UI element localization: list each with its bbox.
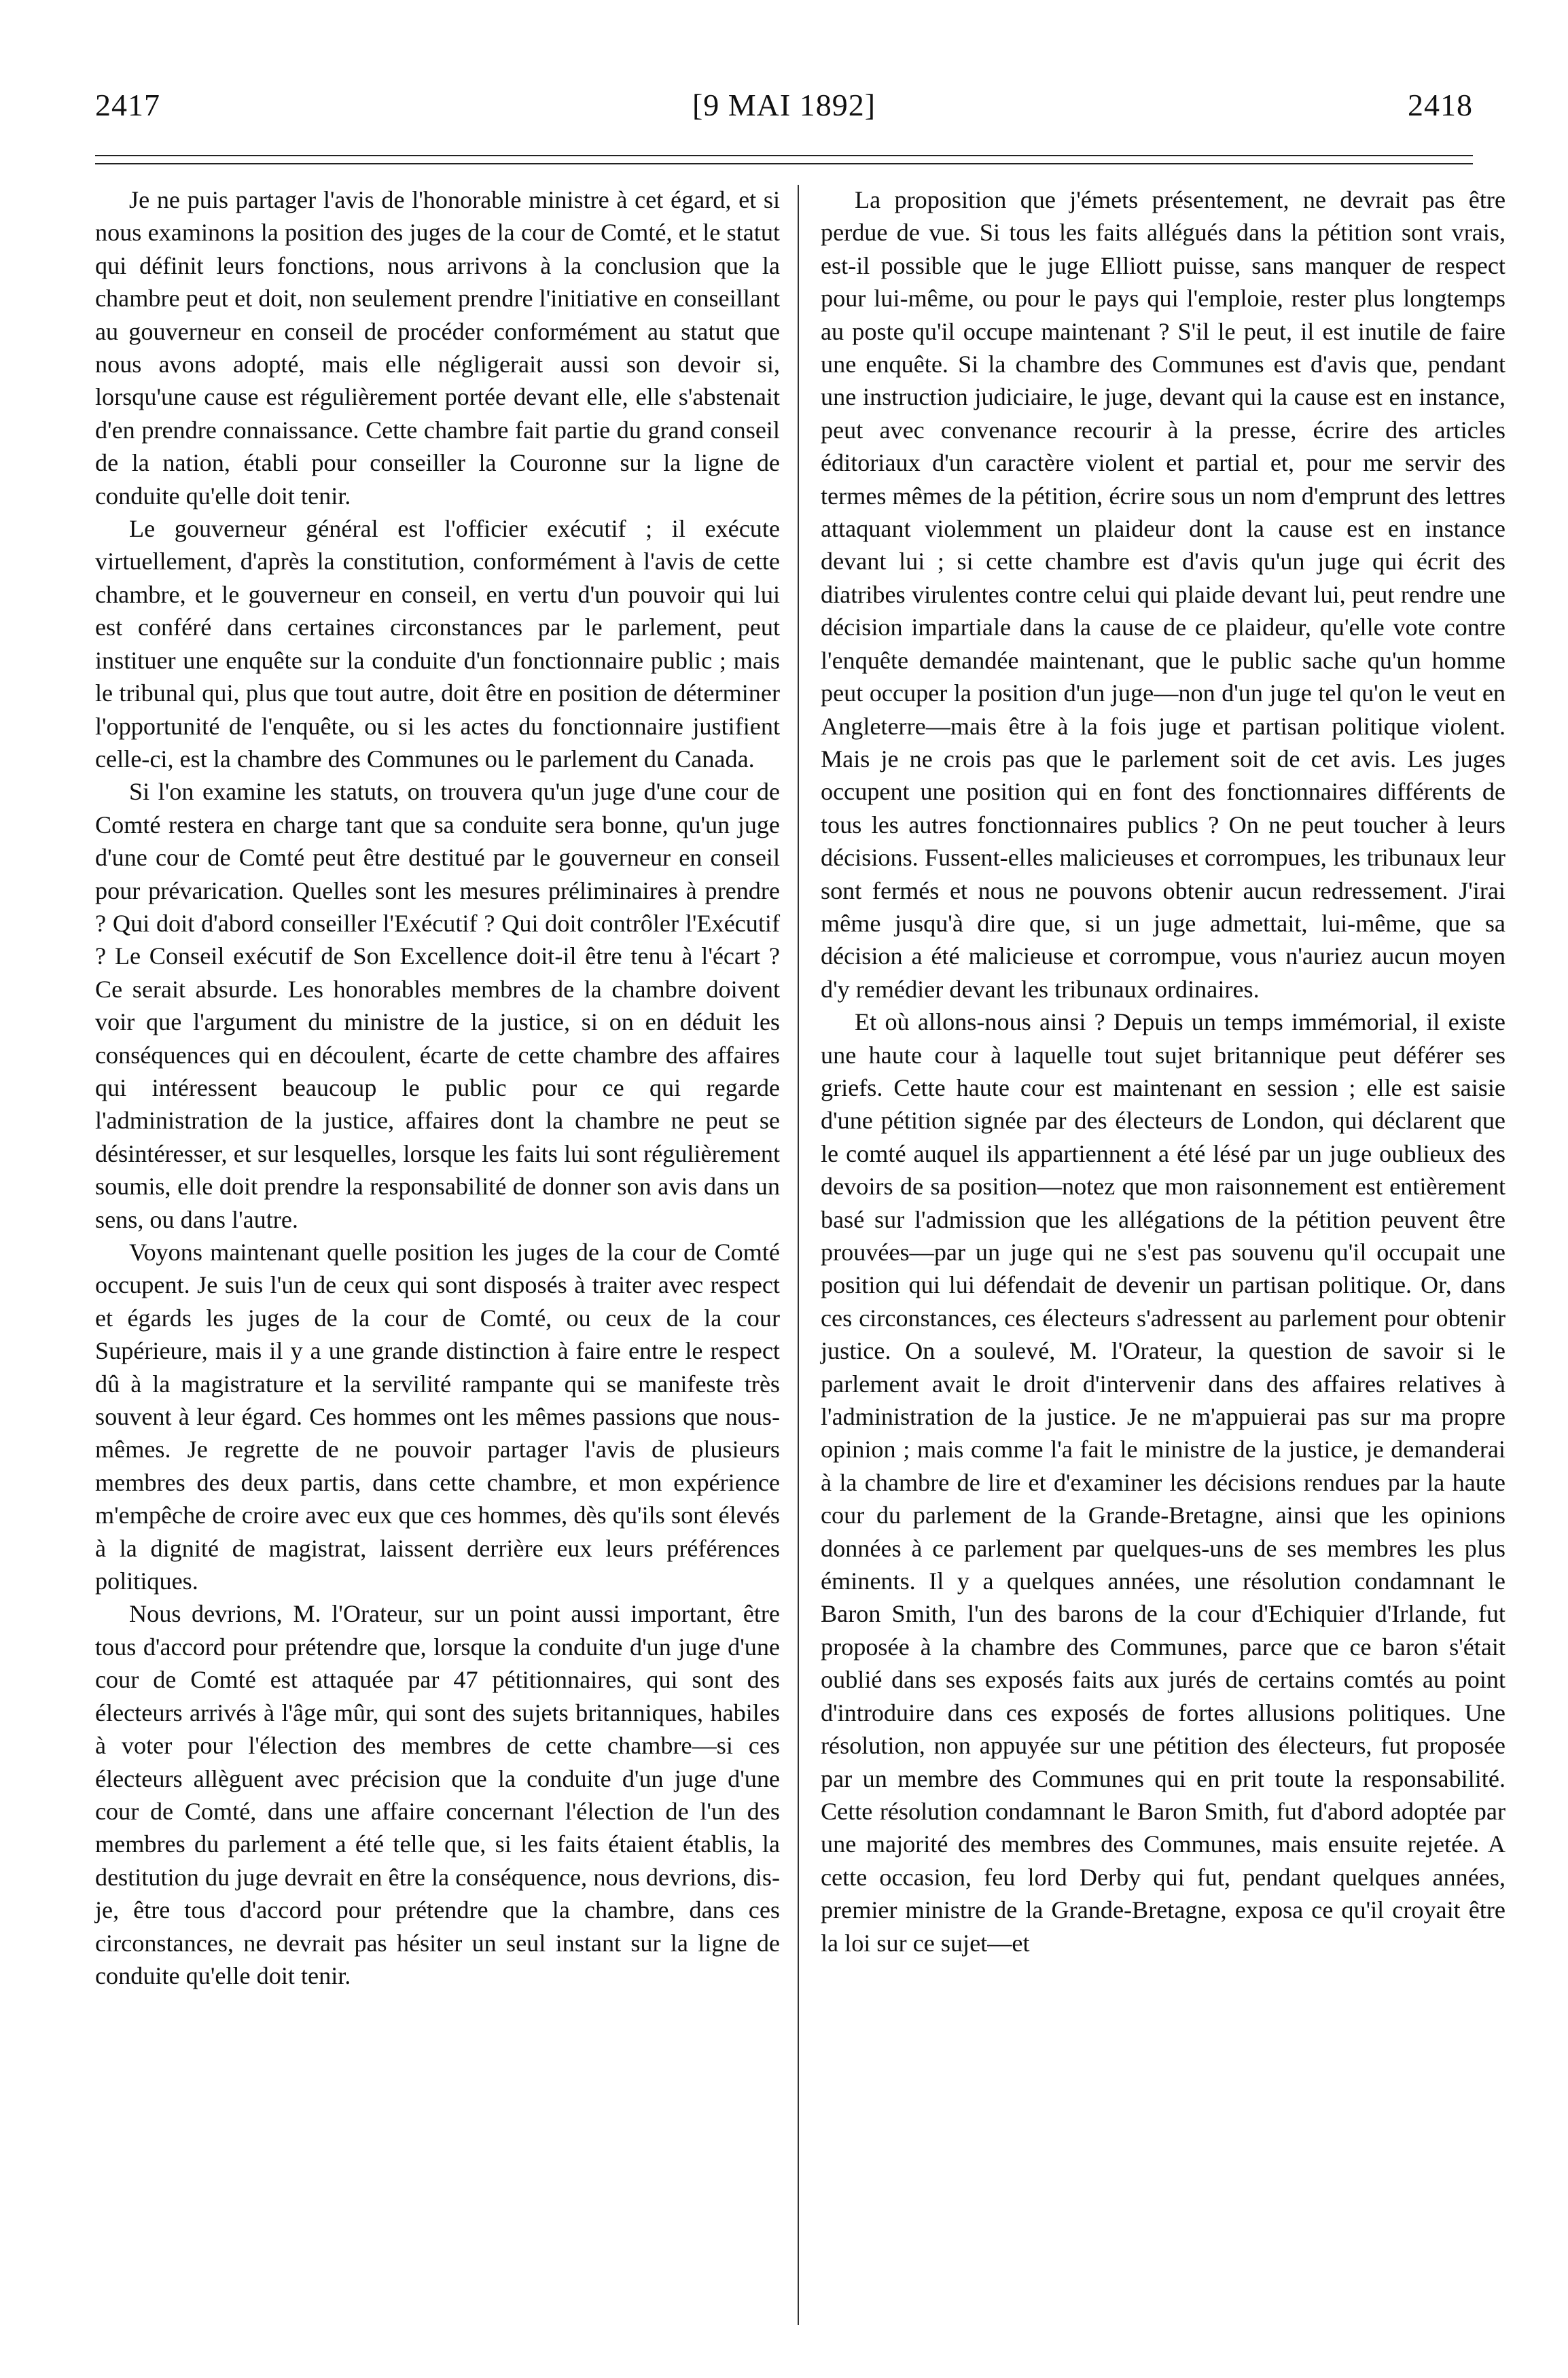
- running-header: [95, 87, 1473, 135]
- header-date: [9 MAI 1892]: [692, 88, 876, 122]
- paragraph: Le gouverneur général est l'officier exécutif ; il exécute virtuellement, d'après la constitution, conformément à l'avis de cette chambre, et le gouverneur en conseil, en vertu d'un pouvoir qui lui est conféré dans certaines circonstances par le parlement, peut instituer une enquête sur la conduite d'un fonctionnaire public ; mais le tribunal qui, plus que tout autre, doit être en position de déterminer l'opportunité de l'enquête, ou si les actes du fonctionnaire justifient celle-ci, est la chambre des Communes ou le parlement du Canada.: [95, 515, 780, 773]
- header-rule-top: [95, 155, 1473, 156]
- left-column: [95, 183, 780, 1992]
- page-number-left: 2417: [95, 88, 160, 122]
- right-column: [821, 183, 1505, 1959]
- header-rule-bottom: [95, 163, 1473, 164]
- paragraph: Si l'on examine les statuts, on trouvera qu'un juge d'une cour de Comté restera en charge tant que sa conduite sera bonne, qu'un juge d'une cour de Comté peut être destitué par le gouverneur en conseil pour prévarication. Quelles sont les mesures préliminaires à prendre ? Qui doit d'abord conseiller l'Exécutif ? Qui doit contrôler l'Exécutif ? Le Conseil exécutif de Son Excellence doit-il être tenu à l'écart ? Ce serait absurde. Les honorables membres de la chambre doivent voir que l'argument du ministre de la justice, si on en déduit les conséquences qui en découlent, écarte de cette chambre des affaires qui intéressent beaucoup le public pour ce qui regarde l'administration de la justice, affaires dont la chambre ne peut se désintéresser, et sur lesquelles, lorsque les faits lui sont régulièrement soumis, elle doit prendre la responsabilité de donner son avis dans un sens, ou dans l'autre.: [95, 778, 780, 1233]
- paragraph: Et où allons-nous ainsi ? Depuis un temps immémorial, il existe une haute cour à laquelle tout sujet britannique peut déférer ses griefs. Cette haute cour est maintenant en session ; elle est saisie d'une pétition signée par des électeurs de London, qui déclarent que le comté auquel ils appartiennent a été lésé par un juge oublieux des devoirs de sa position—notez que mon raisonnement est entièrement basé sur l'admission que les allégations de la pétition peuvent être prouvées—par un juge qui ne s'est pas souvenu qu'il occupait une position qui lui défendait de devenir un partisan politique. Or, dans ces circonstances, ces électeurs s'adressent au parlement pour obtenir justice. On a soulevé, M. l'Orateur, la question de savoir si le parlement avait le droit d'intervenir dans des affaires relatives à l'administration de la justice. Je ne m'appuierai pas sur ma propre opinion ; mais comme l'a fait le ministre de la justice, je demanderai à la chambre de lire et d'examiner les décisions rendues par la haute cour du parlement de la Grande-Bretagne, ainsi que les opinions données à ce parlement par quelques-uns de ses membres les plus éminents. Il y a quelques années, une résolution condamnant le Baron Smith, l'un des barons de la cour d'Echiquier d'Irlande, fut proposée à la chambre des Communes, parce que ce baron s'était oublié dans ses exposés faits aux jurés de certains comtés au point d'introduire dans ces exposés de fortes allusions politiques. Une résolution, non appuyée sur une pétition des électeurs, fut proposée par un membre des Communes qui en prit toute la responsabilité. Cette résolution condamnant le Baron Smith, fut d'abord adoptée par une majorité des membres des Communes, mais ensuite rejetée. A cette occasion, feu lord Derby qui fut, pendant quelques années, premier ministre de la Grande-Bretagne, exposa ce qu'il croyait être la loi sur ce sujet—et: [821, 1008, 1505, 1957]
- paragraph: Voyons maintenant quelle position les juges de la cour de Comté occupent. Je suis l'un de ceux qui sont disposés à traiter avec respect et égards les juges de la cour de Comté, ou ceux de la cour Supérieure, mais il y a une grande distinction à faire entre le respect dû à la magistrature et la servilité rampante qui se manifeste très souvent à leur égard. Ces hommes ont les mêmes passions que nous-mêmes. Je regrette de ne pouvoir partager l'avis de plusieurs membres des deux partis, dans cette chambre, et mon expérience m'empêche de croire avec eux que ces hommes, dès qu'ils sont élevés à la dignité de magistrat, laissent derrière eux leurs préférences politiques.: [95, 1239, 780, 1595]
- paragraph: La proposition que j'émets présentement, ne devrait pas être perdue de vue. Si tous les faits allégués dans la pétition sont vrais, est-il possible que le juge Elliott puisse, sans manquer de respect pour lui-même, ou pour le pays qui l'emploie, rester plus longtemps au poste qu'il occupe maintenant ? S'il le peut, il est inutile de faire une enquête. Si la chambre des Communes est d'avis que, pendant une instruction judiciaire, le juge, devant qui la cause est en instance, peut avec convenance recourir à la presse, écrire des articles éditoriaux d'un caractère violent et partial et, pour me servir des termes mêmes de la pétition, écrire sous un nom d'emprunt des lettres attaquant violemment un plaideur dont la cause est en instance devant lui ; si cette chambre est d'avis qu'un juge qui écrit des diatribes virulentes contre celui qui plaide devant lui, peut rendre une décision impartiale dans la cause de ce plaideur, qu'elle vote contre l'enquête demandée maintenant, que le public sache qu'un homme peut occuper la position d'un juge—non d'un juge tel qu'on le veut en Angleterre—mais être à la fois juge et partisan politique violent. Mais je ne crois pas que le parlement soit de cet avis. Les juges occupent une position qui en font des fonctionnaires différents de tous les autres fonctionnaires publics ? On ne peut toucher à leurs décisions. Fussent-elles malicieuses et corrompues, les tribunaux leur sont fermés et nous ne pouvons obtenir aucun redressement. J'irai même jusqu'à dire que, si un juge admettait, lui-même, que sa décision a été malicieuse et corrompue, vous n'auriez aucun moyen d'y remédier devant les tribunaux ordinaires.: [821, 186, 1505, 1003]
- paragraph: Je ne puis partager l'avis de l'honorable ministre à cet égard, et si nous examinons la position des juges de la cour de Comté, et le statut qui définit leurs fonctions, nous arrivons à la conclusion que la chambre peut et doit, non seulement prendre l'initiative en conseillant au gouverneur en conseil de procéder conformément au statut que nous avons adopté, mais elle négligerait aussi son devoir si, lorsqu'une cause est régulièrement portée devant elle, elle s'abstenait d'en prendre connaissance. Cette chambre fait partie du grand conseil de la nation, établi pour conseiller la Couronne sur la ligne de conduite qu'elle doit tenir.: [95, 186, 780, 510]
- page-number-right: 2418: [1408, 88, 1473, 122]
- paragraph: Nous devrions, M. l'Orateur, sur un point aussi important, être tous d'accord pour prétendre que, lorsque la conduite d'un juge d'une cour de Comté est attaquée par 47 pétitionnaires, qui sont des électeurs arrivés à l'âge mûr, qui sont des sujets britanniques, habiles à voter pour l'élection des membres de cette chambre—si ces électeurs allèguent avec précision que la conduite d'un juge d'une cour de Comté, dans une affaire concernant l'élection de l'un des membres du parlement a été telle que, si les faits étaient établis, la destitution du juge devrait en être la conséquence, nous devrions, dis-je, être tous d'accord pour prétendre que la chambre, dans ces circonstances, ne devrait pas hésiter un seul instant sur la ligne de conduite qu'elle doit tenir.: [95, 1600, 780, 1989]
- column-divider: [798, 185, 799, 2325]
